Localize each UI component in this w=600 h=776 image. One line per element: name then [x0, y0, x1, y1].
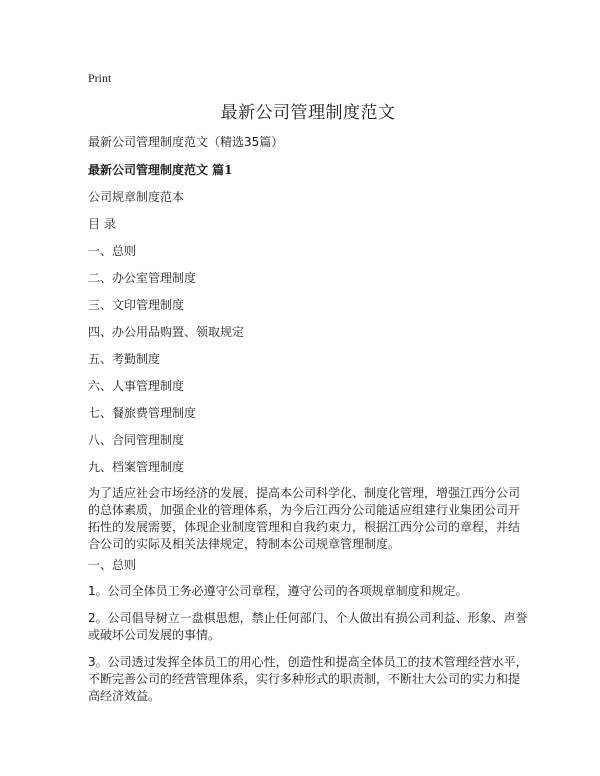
toc-item: 八、合同管理制度 [88, 433, 185, 447]
document-title: 最新公司管理制度范文 [220, 103, 396, 123]
toc-item: 一、总则 [88, 244, 137, 258]
toc-item: 六、人事管理制度 [88, 379, 185, 393]
intro-paragraph: 为了适应社会市场经济的发展，提高本公司科学化、制度化管理，增强江西分公司的总体素质，加强企业的管理体系，为今后江西分公司能适应组建行业集团公司开拓性的发展需要，体现企业制度管理和自我约束力，根据江西分公司的章程，并结合公司的实际及相关法律规定，特制本公司规章管理制度。 [88, 486, 521, 551]
print-link[interactable]: Print [88, 71, 112, 85]
section-title: 最新公司管理制度范文 篇1 [88, 163, 233, 177]
article-paragraph: 1。公司全体员工务必遵守公司章程，遵守公司的各项规章制度和规定。 [88, 584, 468, 598]
chapter-heading: 一、总则 [88, 558, 137, 572]
toc-item: 四、办公用品购置、领取规定 [88, 325, 245, 339]
article-paragraph: 2。公司倡导树立一盘棋思想，禁止任何部门、个人做出有损公司利益、形象、声誉或破坏公司发展的事情。 [88, 611, 528, 642]
article-paragraph: 3。公司透过发挥全体员工的用心性，创造性和提高全体员工的技术管理经营水平，不断完善公司的经营管理体系，实行多种形式的职责制，不断壮大公司的实力和提高经济效益。 [88, 655, 528, 703]
toc-item: 九、档案管理制度 [88, 460, 185, 474]
doc-name: 公司规章制度范本 [88, 190, 185, 204]
toc-heading: 目 录 [88, 217, 116, 231]
toc-item: 三、文印管理制度 [88, 298, 185, 312]
document-subtitle: 最新公司管理制度范文（精选35篇） [88, 135, 284, 149]
toc-item: 二、办公室管理制度 [88, 271, 197, 285]
toc-item: 七、餐旅费管理制度 [88, 406, 197, 420]
toc-item: 五、考勤制度 [88, 352, 161, 366]
